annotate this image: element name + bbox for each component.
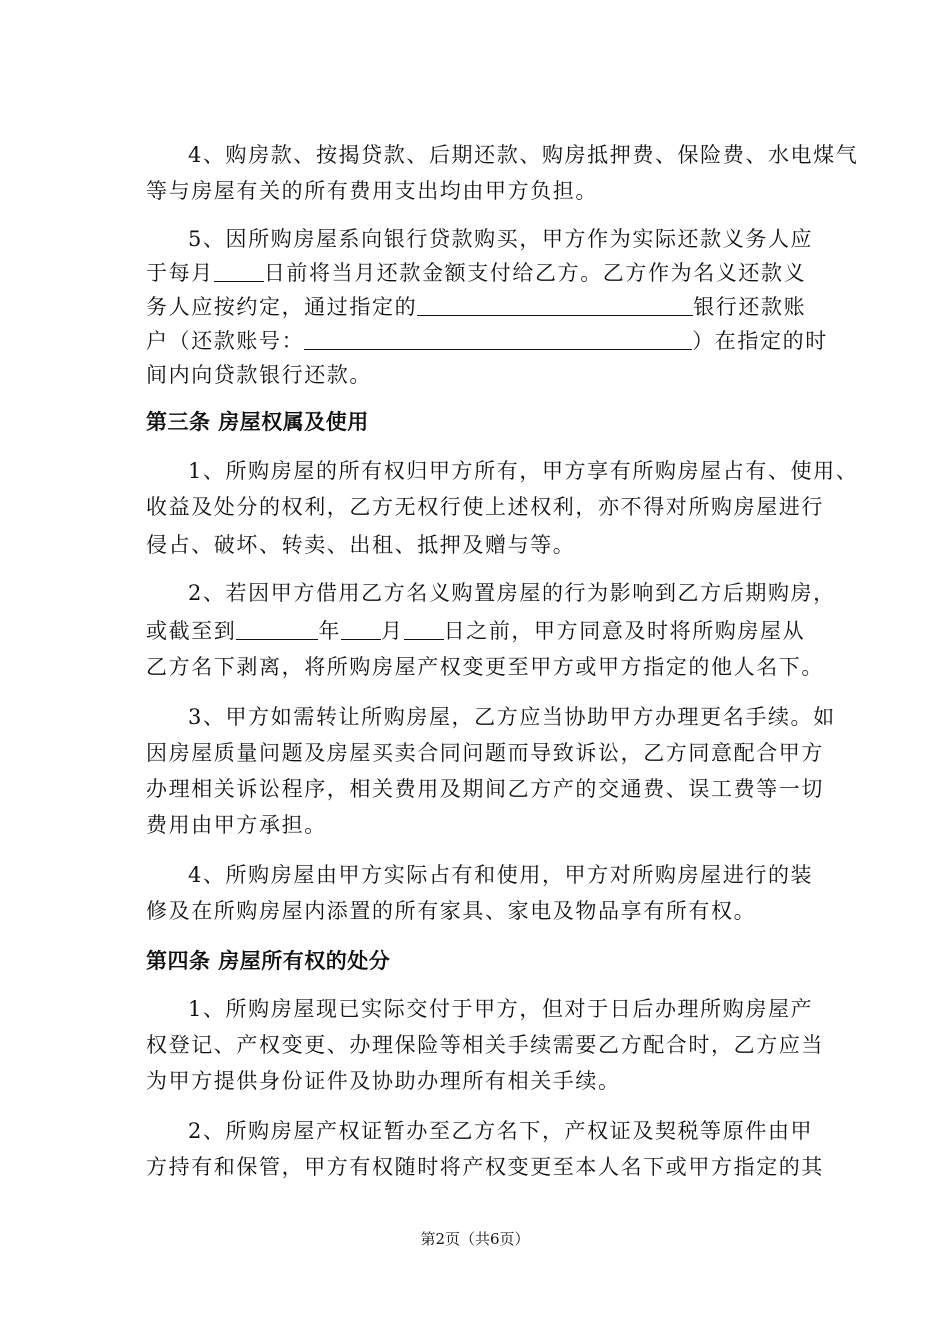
- line-text: 月: [381, 619, 404, 643]
- paragraph-line: 侵占、破坏、转卖、出租、抵押及赠与等。: [146, 533, 576, 557]
- article-heading: 第三条 房屋权属及使用: [146, 409, 369, 434]
- paragraph-line: [146, 326, 828, 356]
- fill-in-blank-month[interactable]: [341, 617, 381, 640]
- paragraph-line: [146, 258, 806, 288]
- paragraph-line: 1、所购房屋现已实际交付于甲方，但对于日后办理所购房屋产: [188, 997, 814, 1021]
- paragraph-line: 2、所购房屋产权证暂办至乙方名下，产权证及契税等原件由甲: [188, 1119, 814, 1143]
- paragraph-line: 4、所购房屋由甲方实际占有和使用，甲方对所购房屋进行的装: [188, 863, 814, 887]
- paragraph-line: 间内向贷款银行还款。: [146, 363, 372, 387]
- paragraph-line: 费用由甲方承担。: [146, 813, 327, 837]
- paragraph-line: 收益及处分的权利，乙方无权行使上述权利，亦不得对所购房屋进行: [146, 495, 824, 519]
- fill-in-blank-bank[interactable]: [417, 293, 693, 316]
- fill-in-blank-date[interactable]: [404, 617, 444, 640]
- paragraph-line: 4、购房款、按揭贷款、后期还款、购房抵押费、保险费、水电煤气: [188, 143, 859, 167]
- paragraph-line: 权登记、产权变更、办理保险等相关手续需要乙方配合时，乙方应当: [146, 1033, 824, 1057]
- paragraph-line: [146, 616, 805, 646]
- line-text: 户（还款账号：: [146, 329, 305, 353]
- line-text: 年: [318, 619, 342, 643]
- paragraph-line: 3、甲方如需转让所购房屋，乙方应当协助甲方办理更名手续。如: [188, 705, 836, 729]
- line-text: 日之前，甲方同意及时将所购房屋从: [443, 619, 806, 643]
- paragraph-line: [146, 292, 806, 322]
- fill-in-blank-year[interactable]: [236, 617, 318, 640]
- page-footer: 第2页（共6页）: [420, 1230, 530, 1248]
- line-text: 于每月: [146, 261, 214, 285]
- paragraph-line: 5、因所购房屋系向银行贷款购买，甲方作为实际还款义务人应: [188, 227, 814, 251]
- paragraph-line: 方持有和保管，甲方有权随时将产权变更至本人名下或甲方指定的其: [146, 1155, 824, 1179]
- paragraph-line: 因房屋质量问题及房屋买卖合同问题而导致诉讼，乙方同意配合甲方: [146, 741, 824, 765]
- line-text: 务人应按约定，通过指定的: [146, 295, 418, 319]
- paragraph-line: 1、所购房屋的所有权归甲方所有，甲方享有所购房屋占有、使用、: [188, 459, 859, 483]
- paragraph-line: 乙方名下剥离，将所购房屋产权变更至甲方或甲方指定的他人名下。: [146, 655, 824, 679]
- paragraph-line: 办理相关诉讼程序，相关费用及期间乙方产的交通费、误工费等一切: [146, 777, 824, 801]
- fill-in-blank-account[interactable]: [304, 327, 692, 350]
- line-text: 或截至到: [146, 619, 237, 643]
- paragraph-line: 等与房屋有关的所有费用支出均由甲方负担。: [146, 179, 598, 203]
- line-text: ）在指定的时: [692, 329, 828, 353]
- line-text: 银行还款账: [693, 295, 807, 319]
- fill-in-blank-day[interactable]: [214, 259, 264, 282]
- article-heading: 第四条 房屋所有权的处分: [146, 948, 391, 973]
- line-text: 日前将当月还款金额支付给乙方。乙方作为名义还款义: [263, 261, 807, 285]
- paragraph-line: 为甲方提供身份证件及协助办理所有相关手续。: [146, 1069, 621, 1093]
- paragraph-line: 2、若因甲方借用乙方名义购置房屋的行为影响到乙方后期购房，: [188, 581, 836, 605]
- paragraph-line: 修及在所购房屋内添置的所有家具、家电及物品享有所有权。: [146, 899, 757, 923]
